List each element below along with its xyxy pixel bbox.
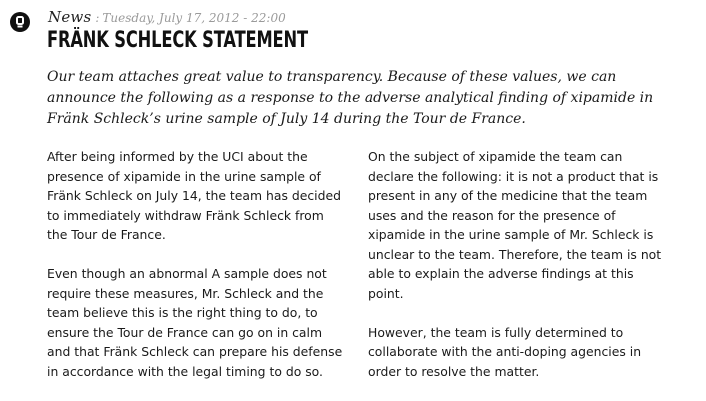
paragraph: After being informed by the UCI about the presence of xipamide in the urine sample of Fränk Schleck on July 14, the team has decided to immediately withdraw Fränk Schleck from the Tour de France. [47,149,341,242]
article-category[interactable]: News [48,8,92,26]
meta-separator: : [95,11,100,25]
article-title: FRÄNK SCHLECK STATEMENT [47,28,308,53]
paragraph: However, the team is fully determined to collaborate with the anti-doping agencies in order to resolve the matter. [368,324,642,379]
article-column-right [368,147,670,401]
article-meta [48,7,286,26]
news-badge-icon [10,12,30,32]
paragraph: On the subject of xipamide the team can declare the following: it is not a product that is present in any of the medicine that the team uses and the reason for the presence of xipamide in the urine sample of Mr. Schleck is unclear to the team. Therefore, the team is not able to explain the adverse findings at this point. [368,149,662,301]
paragraph: Even though an abnormal A sample does not require these measures, Mr. Schleck and the team believe this is the right thing to do, to ensure the Tour de France can go on in calm and that Fränk Schleck can prepare his defense in accordance with the legal timing to do so. [47,266,343,379]
article-column-left [47,147,343,401]
article-lead: Our team attaches great value to transparency. Because of these values, we can announce the following as a response to the adverse analytical finding of xipamide in Fränk Schleck’s urine sample of July 14 during the Tour de France. [47,69,654,127]
badge-glyph-icon [10,12,30,32]
article-date: Tuesday, July 17, 2012 - 22:00 [102,11,286,25]
